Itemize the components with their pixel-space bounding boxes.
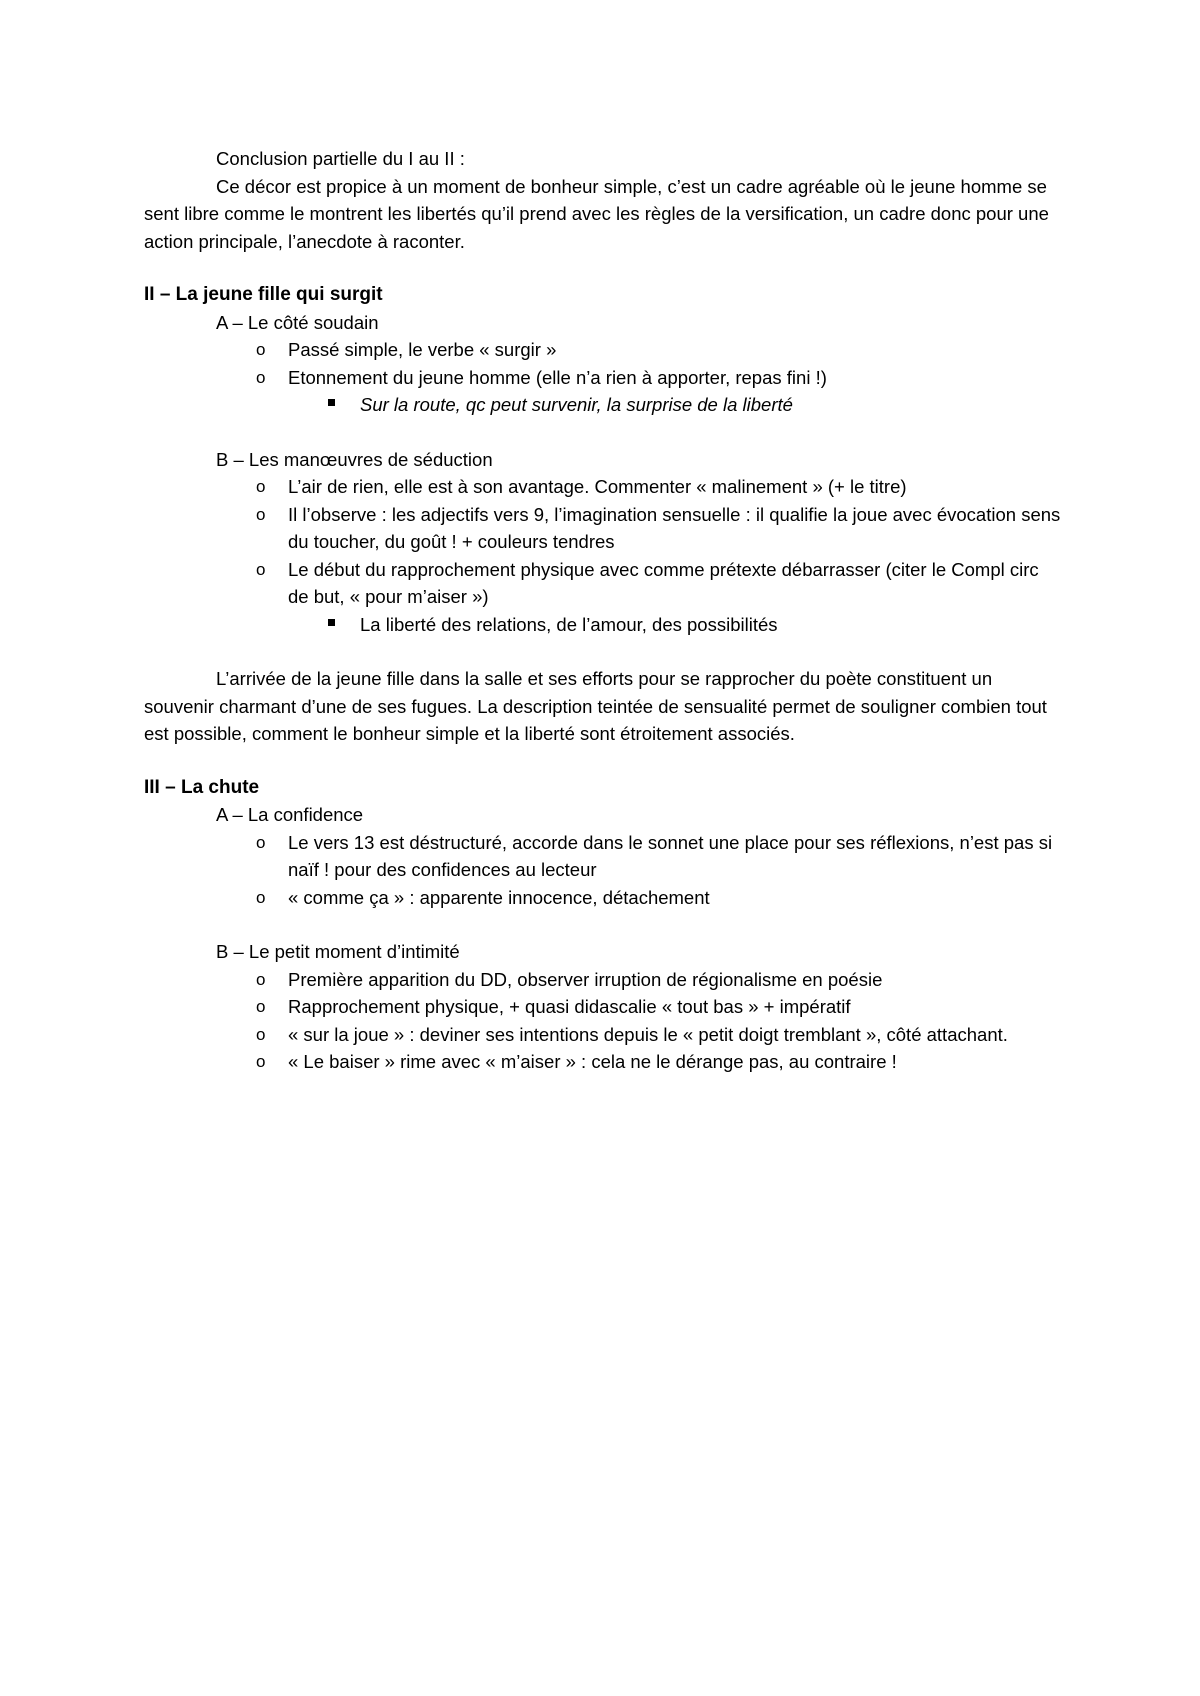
section-3-heading: III – La chute bbox=[144, 776, 260, 798]
list-item: o Le vers 13 est déstructuré, accorde dans le sonnet une place pour ses réflexions, n’est pas si naïf ! pour des confidences au lecteur bbox=[144, 829, 1064, 884]
circle-bullet-icon: o bbox=[256, 832, 266, 852]
section-3a-list bbox=[144, 829, 1064, 912]
square-bullet-icon bbox=[328, 619, 335, 626]
list-item: o Le début du rapprochement physique avec comme prétexte débarrasser (citer le Compl circ de but, « pour m’aiser ») bbox=[144, 556, 1064, 611]
circle-bullet-icon: o bbox=[256, 559, 266, 579]
circle-bullet-icon: o bbox=[256, 969, 266, 989]
circle-bullet-icon: o bbox=[256, 1052, 266, 1071]
list-item: o Passé simple, le verbe « surgir » bbox=[144, 336, 1064, 364]
list-item: o Rapprochement physique, + quasi didascalie « tout bas » + impératif bbox=[144, 993, 1064, 1021]
document-content bbox=[144, 145, 1064, 1076]
circle-bullet-icon: o bbox=[256, 340, 266, 359]
section-2b-title: B – Les manœuvres de séduction bbox=[216, 448, 493, 470]
section-2-heading: II – La jeune fille qui surgit bbox=[144, 284, 383, 305]
list-item: La liberté des relations, de l’amour, des possibilités bbox=[144, 611, 1064, 639]
circle-bullet-icon: o bbox=[256, 1024, 266, 1044]
list-item: o Etonnement du jeune homme (elle n’a rien à apporter, repas fini !) bbox=[144, 364, 1064, 392]
circle-bullet-icon: o bbox=[256, 477, 266, 496]
circle-bullet-icon: o bbox=[256, 367, 266, 387]
section-2b-sublist bbox=[144, 611, 1064, 639]
square-bullet-icon bbox=[328, 399, 335, 406]
section-3b-title: B – Le petit moment d’intimité bbox=[216, 941, 460, 962]
section-3b-list bbox=[144, 966, 1064, 1076]
circle-bullet-icon: o bbox=[256, 887, 266, 907]
list-item: o L’air de rien, elle est à son avantage. Commenter « malinement » (+ le titre) bbox=[144, 473, 1064, 501]
section-2a-list bbox=[144, 336, 1064, 391]
partial-conclusion-paragraph: Ce décor est propice à un moment de bonheur simple, c’est un cadre agréable où le jeune homme se sent libre comme le montrent les libertés qu’il prend avec les règles de la versification, un cadre donc pour une action principale, l’anecdote à raconter. bbox=[144, 175, 1049, 252]
section-2-conclusion: L’arrivée de la jeune fille dans la salle et ses efforts pour se rapprocher du poète constituent un souvenir charmant d’une de ses fugues. La description teintée de sensualité permet de souligner combien tout est possible, comment le bonheur simple et la liberté sont étroitement associés. bbox=[144, 668, 1047, 744]
section-2a-title: A – Le côté soudain bbox=[216, 311, 379, 333]
list-item: o « Le baiser » rime avec « m’aiser » : cela ne le dérange pas, au contraire ! bbox=[144, 1048, 1064, 1076]
list-item: o Il l’observe : les adjectifs vers 9, l’imagination sensuelle : il qualifie la joue avec évocation sens du toucher, du goût ! + couleurs tendres bbox=[144, 501, 1064, 556]
partial-conclusion-title: Conclusion partielle du I au II : bbox=[216, 148, 465, 169]
list-item: o « sur la joue » : deviner ses intentions depuis le « petit doigt tremblant », côté attachant. bbox=[144, 1021, 1064, 1049]
list-item: o « comme ça » : apparente innocence, détachement bbox=[144, 884, 1064, 912]
section-3a-title: A – La confidence bbox=[216, 804, 364, 825]
list-item: Sur la route, qc peut survenir, la surprise de la liberté bbox=[144, 391, 1064, 419]
section-2b-list bbox=[144, 473, 1064, 611]
circle-bullet-icon: o bbox=[256, 504, 266, 524]
section-2a-sublist bbox=[144, 391, 1064, 419]
list-item: o Première apparition du DD, observer irruption de régionalisme en poésie bbox=[144, 966, 1064, 994]
circle-bullet-icon: o bbox=[256, 997, 266, 1016]
